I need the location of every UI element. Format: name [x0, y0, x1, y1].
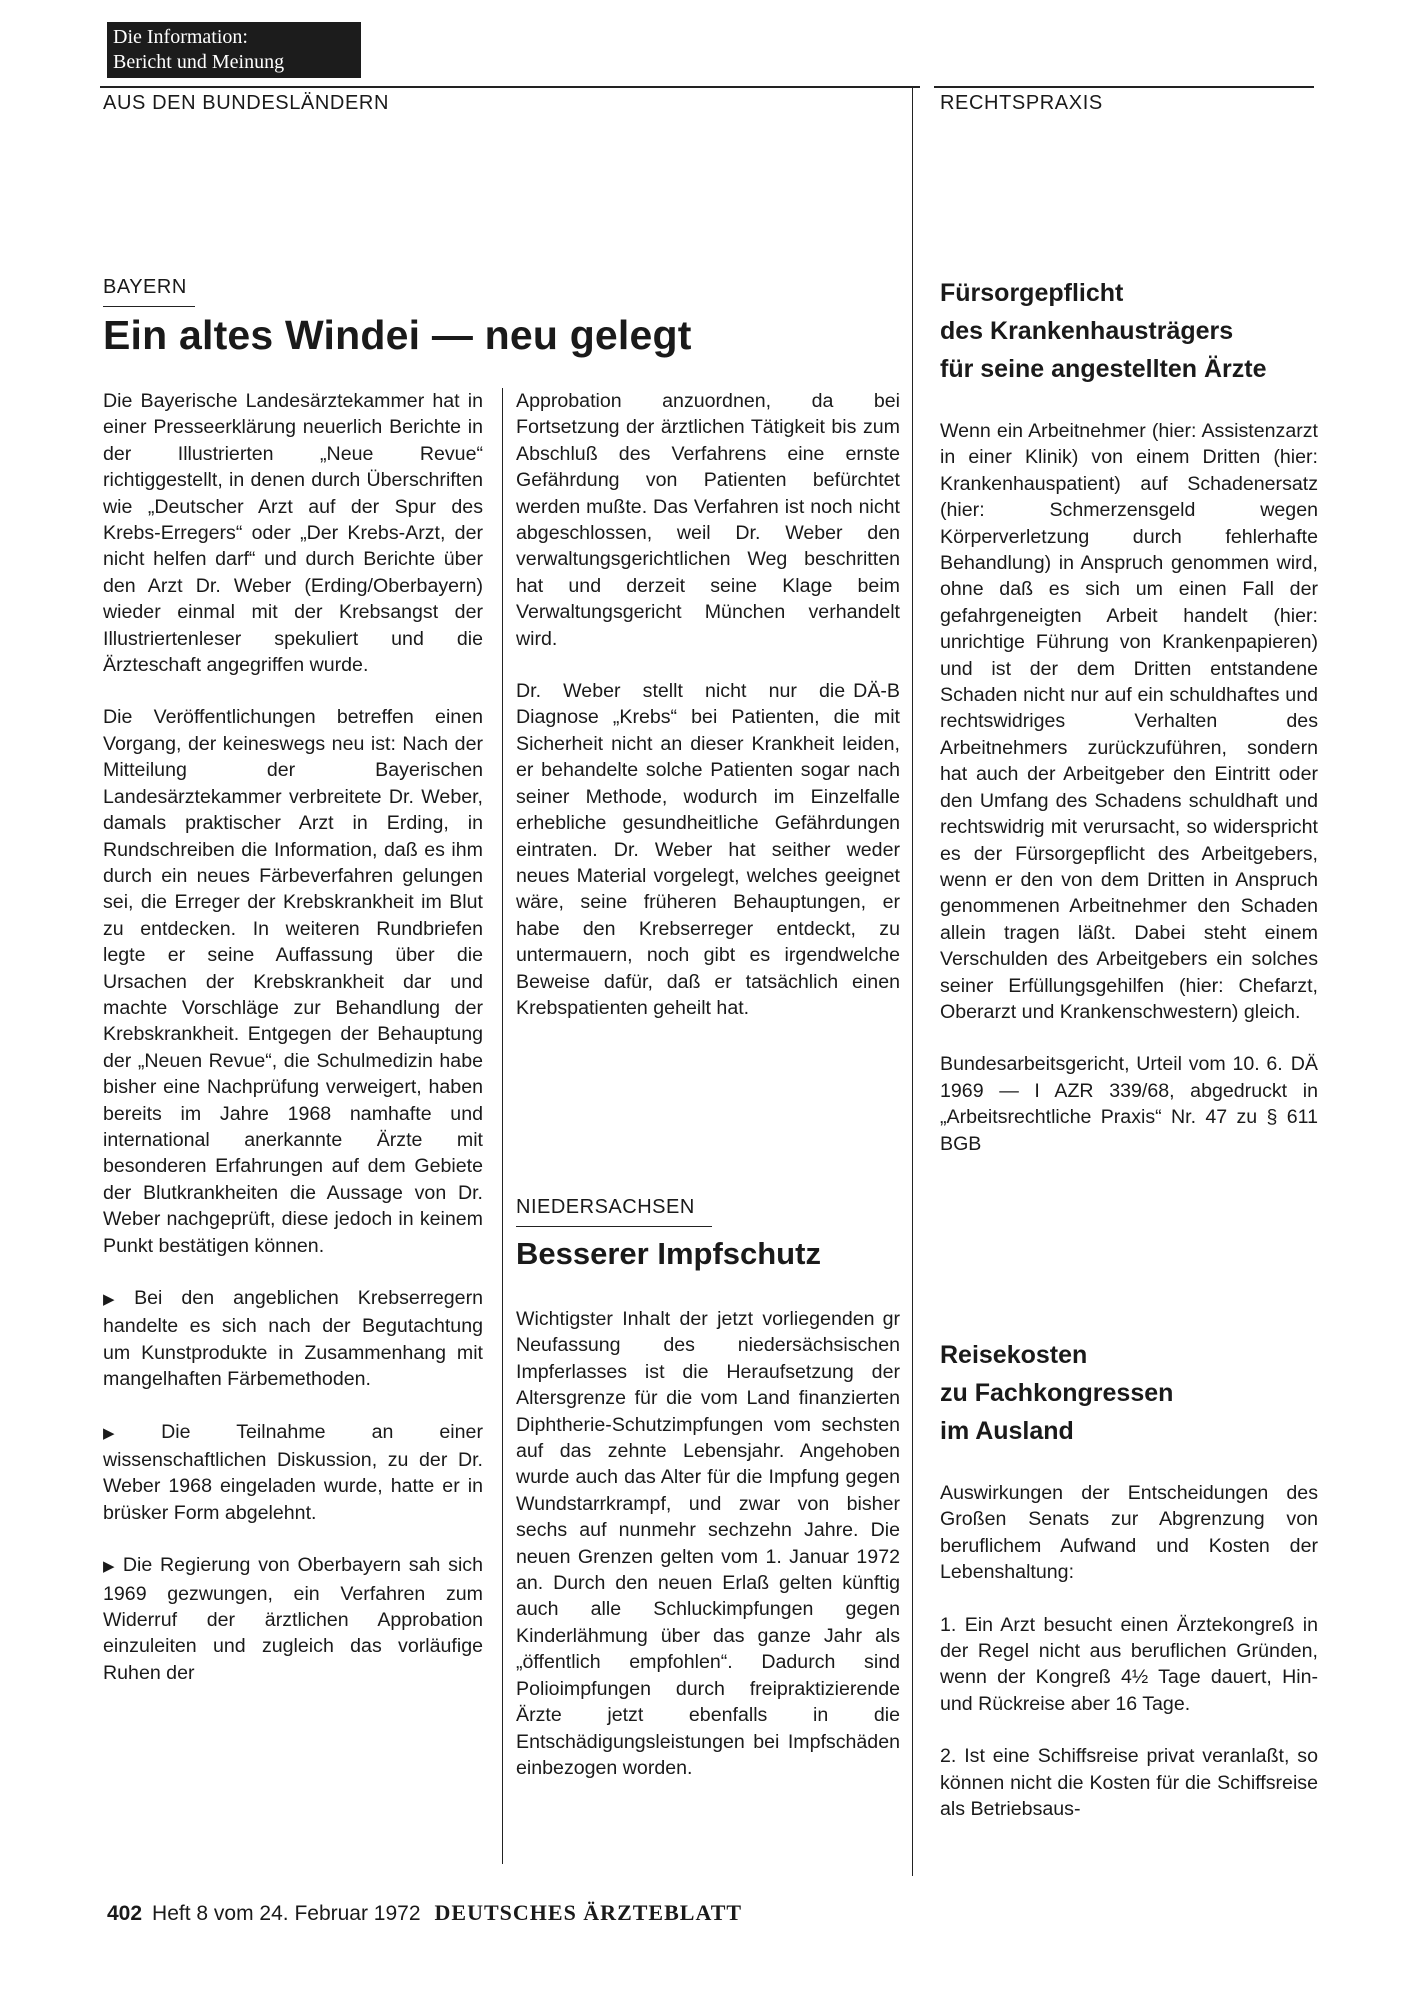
article1-column-2 [516, 388, 900, 1047]
section-label-right: RECHTSPRAXIS [940, 92, 1103, 114]
article4-point: 1. Ein Arzt besucht einen Ärztekongreß in der Regel nicht aus beruflichen Gründen, wenn der Kongreß 4½ Tage dauert, Hin- und Rückreise aber 16 Tage. [940, 1613, 1318, 1715]
section-label-left: AUS DEN BUNDESLÄNDERN [103, 92, 389, 114]
article1-bullet-paragraph: ▶ Die Regierung von Oberbayern sah sich 1969 gezwungen, ein Verfahren zum Widerruf der ärztlichen Approbation einzuleiten und zugleich das vorläufige Ruhen der [103, 1552, 483, 1686]
article4-headline-line: zu Fachkongressen [940, 1379, 1174, 1407]
masthead-line-1: Die Information: [113, 26, 248, 48]
article3-citation-text: Bundesarbeitsgericht, Urteil vom 10. 6. 1969 — I AZR 339/68, abgedruckt in „Arbeitsrechtliche Praxis“ Nr. 47 zu § 611 BGB [940, 1053, 1318, 1155]
divider-inner-column [502, 388, 503, 1864]
article3-signature: DÄ [1290, 1053, 1318, 1076]
article4-headline-line: im Ausland [940, 1417, 1074, 1445]
page-footer [107, 1900, 742, 1926]
article3-paragraph: Wenn ein Arbeitnehmer (hier: Assistenzarzt in einer Klinik) von einem Dritten (hier: Krankenhauspatient) auf Schadenersatz (hier: Schmerzensgeld wegen Körperverletzung durch fehlerhafte Behandlung) in Anspruch genommen wird, ohne daß es sich um einen Fall der gefahrgeneigten Arbeit handelt (hier: unrichtige Führung von Krankenpapieren) und ist der dem Dritten entstandene Schaden nicht nur auf ein schuldhaftes und rechtswidriges Verhalten des Arbeitnehmers zurückzuführen, sondern hat auch der Arbeitgeber den Eintritt oder den Umfang des Schadens schuldhaft und rechtswidrig mit verursacht, so widerspricht es der Fürsorgepflicht des Arbeitgebers, wenn er den von dem Dritten in Anspruch genommenen Arbeitnehmer den Schaden allein tragen läßt. Dabei steht einem Verschulden des Arbeitgebers ein solches seiner Erfüllungsgehilfen (hier: Chefarzt, Oberarzt und Krankenschwestern) gleich. [940, 420, 1318, 1023]
publication-name: DEUTSCHES ÄRZTEBLATT [434, 1900, 743, 1925]
article2-signature: gr [882, 1308, 900, 1330]
header-rule-right [934, 86, 1314, 88]
article2-paragraph-text: Wichtigster Inhalt der jetzt vorliegenden Neufassung des niedersächsischen Impferlasses ist die Heraufsetzung der Altersgrenze für die vom Land finanzierten Diphtherie-Schutzimpfungen vom sechsten auf das zehnte Lebensjahr. Angehoben wurde auch das Alter für die Impfung gegen Wundstarrkrampf, und zwar von bisher sechs auf nunmehr sechzehn Jahre. Die neuen Grenzen gelten vom 1. Januar 1972 an. Durch den neuen Erlaß gelten künftig auch alle Schluckimpfungen gegen Kinderlähmung über das ganze Jahr als „öffentlich empfohlen“. Dadurch sind Polioimpfungen durch freipraktizierende Ärzte jetzt ebenfalls in die Entschädigungsleistungen bei Impfschäden einbezogen worden. [516, 1308, 900, 1779]
article4-headline [940, 1336, 1173, 1450]
article1-bullet-paragraph: ▶ Bei den angeblichen Krebserregern handelte es sich nach der Begutachtung um Kunstprodukte in Zusammenhang mit mangelhaften Färbemethoden. [103, 1285, 483, 1393]
divider-right-column [912, 86, 913, 1876]
article3-headline-line: für seine angestellten Ärzte [940, 355, 1267, 383]
article1-headline: Ein altes Windei — neu gelegt [103, 312, 692, 358]
header-rule-left [100, 86, 920, 88]
article1-paragraph-final [516, 678, 900, 1021]
article3-headline-line: Fürsorgepflicht [940, 279, 1124, 307]
article2-paragraph [516, 1306, 900, 1781]
article1-paragraph: Approbation anzuordnen, da bei Fortsetzung der ärztlichen Tätigkeit bis zum Abschluß des Verfahrens eine ernste Gefährdung von Patienten befürchtet werden mußte. Das Verfahren ist noch nicht abgeschlossen, weil Dr. Weber den verwaltungsgerichtlichen Weg beschritten hat und derzeit seine Klage beim Verwaltungsgericht München verhandelt wird. [516, 390, 900, 650]
article4-point: 2. Ist eine Schiffsreise privat veranlaßt, so können nicht die Kosten für die Schiffsreise als Betriebsaus- [940, 1745, 1318, 1821]
masthead-box [107, 22, 361, 78]
article2-body [516, 1306, 900, 1807]
region-underline-niedersachsen [516, 1226, 712, 1227]
article1-paragraph: Die Veröffentlichungen betreffen einen Vorgang, der keineswegs neu ist: Nach der Mitteilung der Bayerischen Landesärztekammer verbreitete Dr. Weber, damals praktischer Arzt in Erding, in Rundschreiben die Information, daß es ihm durch ein neues Färbeverfahren gelungen sei, die Erreger der Krebskrankheit im Blut zu entdecken. In weiteren Rundbriefen legte er seine Auffassung über die Ursachen der Krebskrankheit dar und machte Vorschläge zur Behandlung der Krebskrankheit. Entgegen der Behauptung der „Neuen Revue“, die Schulmedizin habe bisher eine Nachprüfung verweigert, haben bereits im Jahre 1968 namhafte und international anerkannte Ärzte mit besonderen Erfahrungen auf dem Gebiete der Blutkrankheiten die Aussage von Dr. Weber nachgeprüft, diese jedoch in keinem Punkt bestätigen können. [103, 706, 483, 1257]
article1-bullet-paragraph: ▶ Die Teilnahme an einer wissenschaftlichen Diskussion, zu der Dr. Weber 1968 eingeladen wurde, hatte er in brüsker Form abgelehnt. [103, 1419, 483, 1527]
article3-body [940, 418, 1318, 1183]
article1-signature: DÄ-B [853, 680, 900, 703]
region-label-niedersachsen: NIEDERSACHSEN [516, 1196, 695, 1218]
article1-paragraph: Die Bayerische Landesärztekammer hat in einer Presseerklärung neuerlich Berichte in der Illustrierten „Neue Revue“ richtiggestellt, in denen durch Überschriften wie „Deutscher Arzt auf der Spur des Krebs-Erregers“ oder „Der Krebs-Arzt, der nicht helfen darf“ und durch Berichte über den Arzt Dr. Weber (Erding/Oberbayern) wieder einmal mit der Krebsangst der Illustriertenleser spekuliert und die Ärzteschaft angegriffen wurde. [103, 390, 483, 677]
region-label-bayern: BAYERN [103, 276, 187, 298]
article4-body [940, 1480, 1318, 1848]
issue-info: Heft 8 vom 24. Februar 1972 [152, 1902, 421, 1925]
article4-headline-line: Reisekosten [940, 1341, 1088, 1369]
article3-citation [940, 1051, 1318, 1157]
article1-column-1 [103, 388, 483, 1712]
article3-headline-line: des Krankenhausträgers [940, 317, 1234, 345]
masthead-line-2: Bericht und Meinung [113, 51, 285, 73]
article1-paragraph-text: Dr. Weber stellt nicht nur die Diagnose „Krebs“ bei Patienten, die mit Sicherheit nicht an dieser Krankheit leiden, er behandelte solche Patienten sogar nach seiner Methode, wodurch im Einzelfalle erhebliche gesundheitliche Gefährdungen eintraten. Dr. Weber hat seither weder neues Material vorgelegt, welches geeignet wäre, seine früheren Behauptungen, er habe den Krebserreger entdeckt, zu untermauern, noch gibt es irgendwelche Beweise dafür, daß er tatsächlich einen Krebspatienten geheilt hat. [516, 680, 900, 1019]
region-underline-bayern [103, 306, 195, 307]
article2-headline: Besserer Impfschutz [516, 1236, 821, 1271]
article3-headline [940, 274, 1266, 388]
page-number: 402 [107, 1902, 143, 1925]
article4-intro: Auswirkungen der Entscheidungen des Großen Senats zur Abgrenzung von beruflichem Aufwand und Kosten der Lebenshaltung: [940, 1482, 1318, 1584]
